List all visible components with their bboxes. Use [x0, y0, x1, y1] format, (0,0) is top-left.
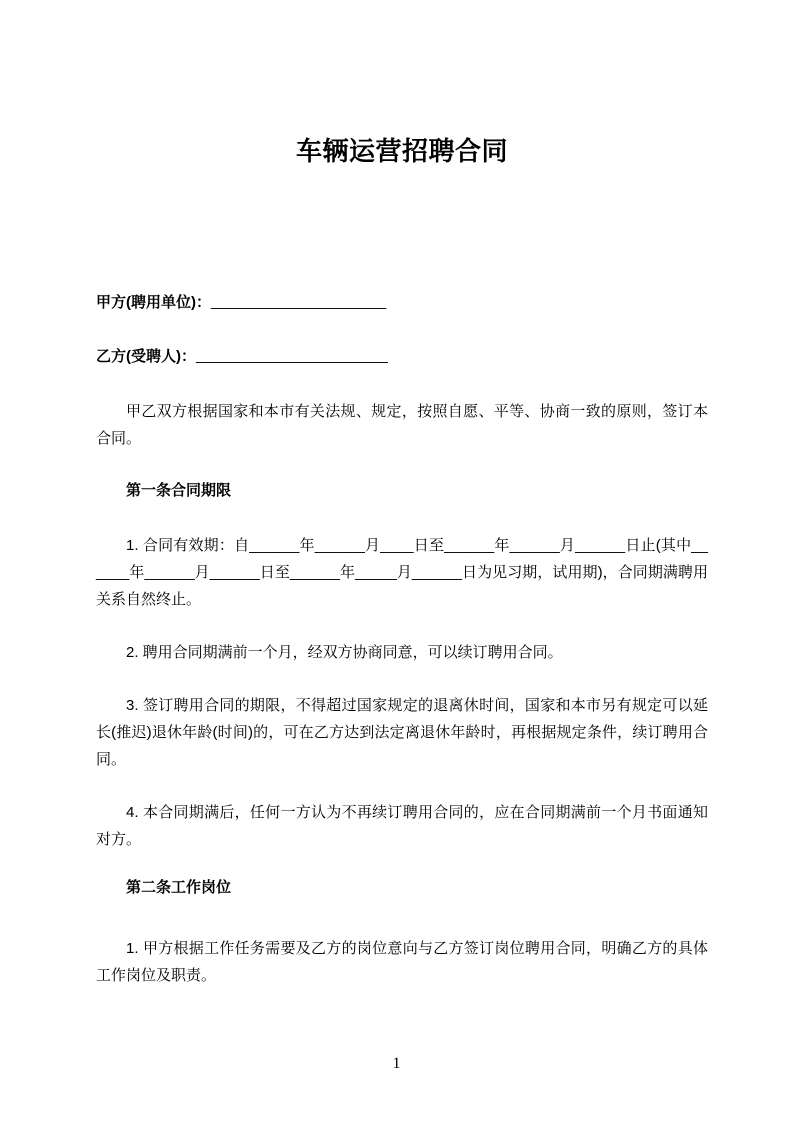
- section-1-clause-3: 3. 签订聘用合同的期限，不得超过国家规定的退离休时间，国家和本市另有规定可以延长(推迟)退休年龄(时间)的，可在乙方达到法定离退休年龄时，再根据规定条件，续订聘用合同。: [96, 697, 708, 768]
- section-2-clause-1: 1. 甲方根据工作任务需要及乙方的岗位意向与乙方签订岗位聘用合同，明确乙方的具体工作岗位及职责。: [96, 940, 708, 984]
- party-a-blank-line: _____________________: [211, 293, 387, 310]
- page-number: 1: [392, 1055, 401, 1072]
- party-a-line: [96, 292, 708, 314]
- document-title: 车辆运营招聘合同: [295, 136, 508, 166]
- party-b-blank-line: _______________________: [196, 347, 388, 364]
- section-1-clause-1: 1. 合同有效期：自______年______月____日至______年______月______日止(其中______年______月______日至______年_____月______日为见习期，试用期)，合同期满聘用关系自然终止。: [96, 537, 708, 608]
- party-b-line: [96, 346, 708, 368]
- party-a-label: 甲方(聘用单位)：: [96, 294, 211, 311]
- intro-paragraph: 甲乙双方根据国家和本市有关法规、规定，按照自愿、平等、协商一致的原则，签订本合同。: [96, 403, 708, 447]
- section-1-heading: 第一条合同期限: [126, 482, 232, 499]
- party-b-label: 乙方(受聘人)：: [96, 348, 196, 365]
- section-2-heading: 第二条工作岗位: [126, 879, 232, 896]
- section-1-clause-4: 4. 本合同期满后，任何一方认为不再续订聘用合同的，应在合同期满前一个月书面通知对方。: [96, 804, 708, 848]
- section-1-clause-2: 2. 聘用合同期满前一个月，经双方协商同意，可以续订聘用合同。: [126, 644, 563, 661]
